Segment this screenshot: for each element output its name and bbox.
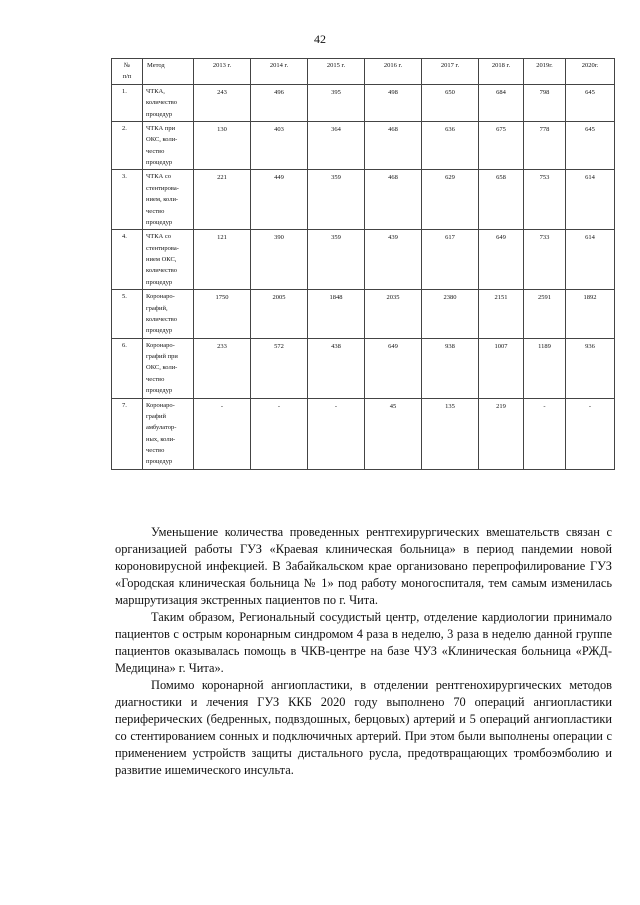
row-value: 675 (479, 121, 524, 170)
row-index: 5. (112, 290, 143, 339)
row-value: 2035 (365, 290, 422, 339)
row-value: 468 (365, 121, 422, 170)
header-year: 2017 г. (422, 59, 479, 85)
header-year: 2015 г. (308, 59, 365, 85)
row-value: 438 (308, 338, 365, 398)
paragraph: Таким образом, Региональный сосудистый центр, отделение кардиологии принимало пациентов с острым коронарным синдромом 4 раза в неделю, 3 раза в неделю данной группе пациентов оказывалась помощь в ЧКВ-центре на базе ЧУЗ «Клиническая больница «РЖД-Медицина» г. Чита». (115, 610, 612, 675)
row-value: 629 (422, 170, 479, 230)
row-value: - (566, 398, 615, 469)
paragraph: Уменьшение количества проведенных рентгехирургических вмешательств связан с организацией работы ГУЗ «Краевая клиническая больница» в период пандемии новой короновирусной инфекцией. В Забайкальском крае организовано перепрофилирование ГУЗ «Городская клиническая больница № 1» под работу моногоспиталя, тем самым изменилась маршрутизация экстренных пациентов по г. Чита. (115, 525, 612, 607)
row-value: 658 (479, 170, 524, 230)
row-method: ЧТКА со стентирова- нием ОКС, количество процедур (143, 230, 194, 290)
row-value: 135 (422, 398, 479, 469)
row-value: 645 (566, 121, 615, 170)
row-method: Коронаро- графий амбулатор- ных, коли- чество процедур (143, 398, 194, 469)
table-row (112, 121, 615, 170)
row-value: 614 (566, 230, 615, 290)
row-value: 572 (251, 338, 308, 398)
paragraph: Помимо коронарной ангиопластики, в отделении рентгенохирургических методов диагностики и лечения ГУЗ ККБ 2020 году выполнено 70 операций ангиопластики периферических (бедренных, подвздошных, берцовых) артерий и 5 операций ангиопластики со стентированием сонных и подключичных артерий. При этом были выполнены операции с применением устройств защиты дистального русла, предотвращающих тромбоэмболию и развитие ишемического инсульта. (115, 678, 612, 777)
row-value: 219 (479, 398, 524, 469)
row-method: ЧТКА со стентирова- нием, коли- чество процедур (143, 170, 194, 230)
row-index: 7. (112, 398, 143, 469)
row-value: 390 (251, 230, 308, 290)
row-value: 221 (194, 170, 251, 230)
row-value: 936 (566, 338, 615, 398)
table-row (112, 230, 615, 290)
header-year: 2016 г. (365, 59, 422, 85)
row-value: 468 (365, 170, 422, 230)
table-row (112, 290, 615, 339)
row-index: 3. (112, 170, 143, 230)
row-value: 778 (524, 121, 566, 170)
row-value: 449 (251, 170, 308, 230)
row-value: 650 (422, 84, 479, 121)
row-value: 684 (479, 84, 524, 121)
row-value: 359 (308, 170, 365, 230)
row-value: 1848 (308, 290, 365, 339)
row-value: 1892 (566, 290, 615, 339)
row-value: 1189 (524, 338, 566, 398)
row-value: 395 (308, 84, 365, 121)
header-year: 2013 г. (194, 59, 251, 85)
row-value: 649 (365, 338, 422, 398)
table-row (112, 338, 615, 398)
row-value: 439 (365, 230, 422, 290)
row-method: Коронаро- графий при ОКС, коли- чество процедур (143, 338, 194, 398)
header-year: 2018 г. (479, 59, 524, 85)
page-number: 42 (314, 32, 326, 46)
row-value: 617 (422, 230, 479, 290)
table-row (112, 398, 615, 469)
row-value: 733 (524, 230, 566, 290)
table-row (112, 170, 615, 230)
row-value: 2151 (479, 290, 524, 339)
row-method: Коронаро- графий, количество процедур (143, 290, 194, 339)
row-value: 359 (308, 230, 365, 290)
row-value: - (251, 398, 308, 469)
row-value: 130 (194, 121, 251, 170)
row-value: 498 (365, 84, 422, 121)
row-value: 243 (194, 84, 251, 121)
procedures-table (111, 58, 615, 470)
row-index: 4. (112, 230, 143, 290)
row-value: 496 (251, 84, 308, 121)
row-value: 45 (365, 398, 422, 469)
row-method: ЧТКА, количество процедур (143, 84, 194, 121)
row-value: 753 (524, 170, 566, 230)
row-value: 2005 (251, 290, 308, 339)
row-value: 121 (194, 230, 251, 290)
table-header-row (112, 59, 615, 85)
row-method: ЧТКА при ОКС, коли- чество процедур (143, 121, 194, 170)
row-value: 364 (308, 121, 365, 170)
row-value: - (524, 398, 566, 469)
row-value: 2591 (524, 290, 566, 339)
row-value: 233 (194, 338, 251, 398)
header-year: 2020г. (566, 59, 615, 85)
header-year: 2019г. (524, 59, 566, 85)
row-value: 636 (422, 121, 479, 170)
row-index: 6. (112, 338, 143, 398)
row-value: 614 (566, 170, 615, 230)
body-text (115, 524, 612, 779)
header-method: Метод (143, 59, 194, 85)
row-index: 1. (112, 84, 143, 121)
row-value: 938 (422, 338, 479, 398)
row-index: 2. (112, 121, 143, 170)
row-value: - (194, 398, 251, 469)
row-value: 2380 (422, 290, 479, 339)
table-row (112, 84, 615, 121)
row-value: 1750 (194, 290, 251, 339)
row-value: - (308, 398, 365, 469)
header-year: 2014 г. (251, 59, 308, 85)
row-value: 403 (251, 121, 308, 170)
row-value: 645 (566, 84, 615, 121)
row-value: 649 (479, 230, 524, 290)
row-value: 1007 (479, 338, 524, 398)
row-value: 798 (524, 84, 566, 121)
header-index: № п/п (112, 59, 143, 85)
